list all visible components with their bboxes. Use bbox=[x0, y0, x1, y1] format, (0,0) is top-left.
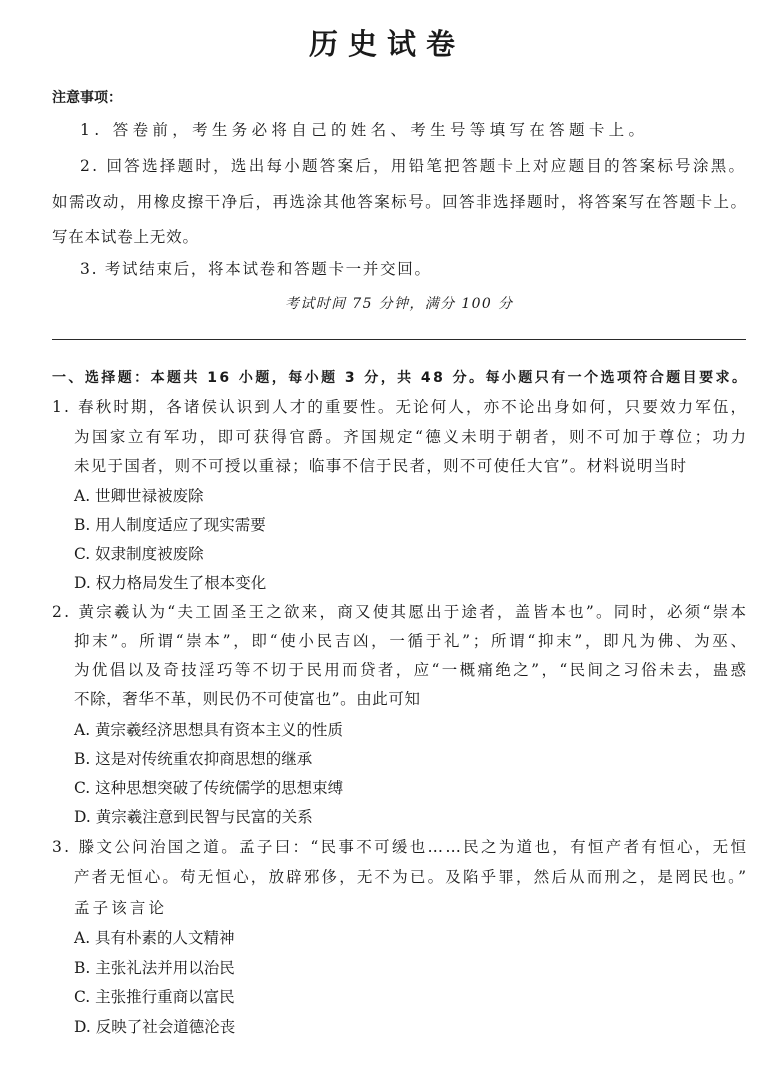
notice-item-2-line-2: 如需改动，用橡皮擦干净后，再选涂其他答案标号。回答非选择题时，将答案写在答题卡上。 bbox=[52, 193, 748, 211]
notice-item-2-line-3: 写在本试卷上无效。 bbox=[52, 228, 199, 246]
page-title: 历史试卷 bbox=[308, 27, 465, 61]
question-1-stem-line-1: 1. 春秋时期，各诸侯认识到人才的重要性。无论何人，亦不论出身如何，只要效力军伍， bbox=[52, 398, 749, 416]
notice-heading: 注意事项： bbox=[52, 90, 122, 106]
question-3-stem-line-1: 3. 滕文公问治国之道。孟子曰：“民事不可缓也……民之为道也，有恒产者有恒心，无恒 bbox=[52, 838, 749, 856]
question-2-option-d: D. 黄宗羲注意到民智与民富的关系 bbox=[74, 808, 313, 826]
question-3-option-a: A. 具有朴素的人文精神 bbox=[74, 929, 235, 947]
question-2-option-b: B. 这是对传统重农抑商思想的继承 bbox=[74, 750, 313, 768]
question-3-stem-line-3: 孟子该言论 bbox=[74, 899, 168, 917]
divider-line bbox=[52, 339, 746, 340]
notice-item-1: 1. 答卷前，考生务必将自己的姓名、考生号等填写在答题卡上。 bbox=[80, 121, 649, 139]
question-1-option-b: B. 用人制度适应了现实需要 bbox=[74, 516, 266, 534]
exam-time-note: 考试时间 75 分钟，满分 100 分 bbox=[285, 296, 514, 312]
question-2-option-c: C. 这种思想突破了传统儒学的思想束缚 bbox=[74, 779, 344, 797]
question-2-stem-line-4: 不除，奢华不革，则民仍不可使富也”。由此可知 bbox=[74, 690, 421, 708]
question-1-option-c: C. 奴隶制度被废除 bbox=[74, 545, 204, 563]
question-3-stem-line-2: 产者无恒心。苟无恒心，放辟邪侈，无不为已。及陷乎罪，然后从而刑之，是罔民也。” bbox=[74, 868, 749, 886]
question-1-option-a: A. 世卿世禄被废除 bbox=[74, 487, 204, 505]
question-3-option-d: D. 反映了社会道德沦丧 bbox=[74, 1018, 236, 1036]
question-1-stem-line-2: 为国家立有军功，即可获得官爵。齐国规定“德义未明于朝者，则不可加于尊位；功力 bbox=[74, 428, 749, 446]
question-1-stem-line-3: 未见于国者，则不可授以重禄；临事不信于民者，则不可使任大官”。材料说明当时 bbox=[74, 457, 688, 475]
question-3-option-c: C. 主张推行重商以富民 bbox=[74, 988, 235, 1006]
question-1-option-d: D. 权力格局发生了根本变化 bbox=[74, 574, 267, 592]
question-2-stem-line-2: 抑末”。所谓“崇本”，即“使小民吉凶，一循于礼”；所谓“抑末”，即凡为佛、为巫、 bbox=[74, 632, 749, 650]
notice-item-3: 3. 考试结束后，将本试卷和答题卡一并交回。 bbox=[80, 260, 432, 278]
question-2-option-a: A. 黄宗羲经济思想具有资本主义的性质 bbox=[74, 721, 344, 739]
question-2-stem-line-1: 2. 黄宗羲认为“夫工固圣王之欲来，商又使其愿出于途者，盖皆本也”。同时，必须“崇本 bbox=[52, 603, 749, 621]
section-heading: 一、选择题：本题共 16 小题，每小题 3 分，共 48 分。每小题只有一个选项符合题目要求。 bbox=[52, 370, 749, 386]
question-3-option-b: B. 主张礼法并用以治民 bbox=[74, 959, 235, 977]
question-2-stem-line-3: 为优倡以及奇技淫巧等不切于民用而贷者，应“一概痛绝之”，“民间之习俗未去，蛊惑 bbox=[74, 661, 749, 679]
notice-item-2-line-1: 2. 回答选择题时，选出每小题答案后，用铅笔把答题卡上对应题目的答案标号涂黑。 bbox=[80, 157, 747, 175]
